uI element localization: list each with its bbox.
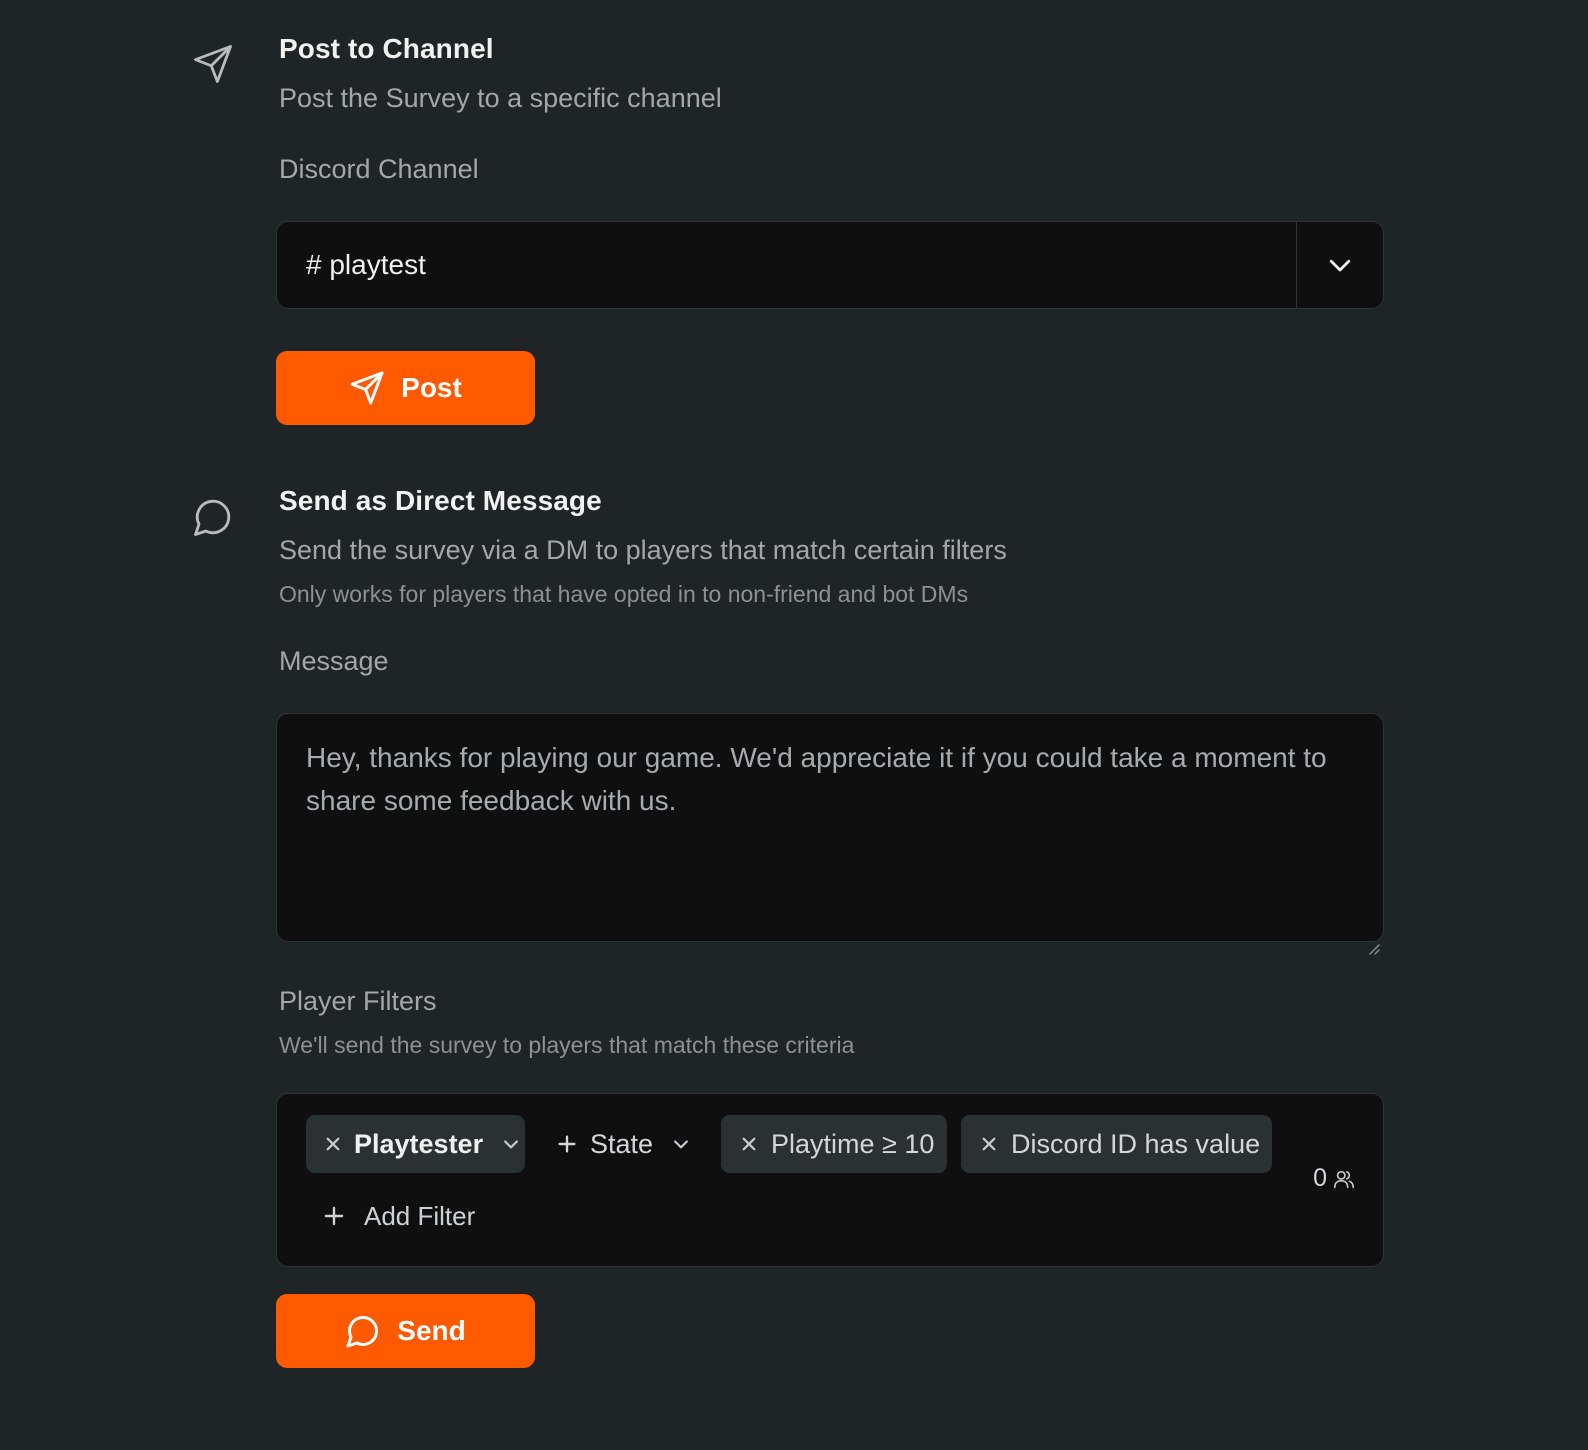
player-filters-box [276,1093,1384,1267]
message-circle-icon [192,496,234,538]
message-text: Hey, thanks for playing our game. We'd appreciate it if you could take a moment to share some feedback with us. [306,742,1327,816]
filter-chip-state[interactable] [541,1115,701,1173]
post-section-description: Post the Survey to a specific channel [279,83,722,113]
filter-chip-discord-id[interactable] [961,1115,1272,1173]
filters-desc-row [279,1032,1401,1059]
plus-icon [556,1133,578,1155]
filters-description: We'll send the survey to players that match these criteria [279,1032,855,1058]
send-icon [192,43,234,85]
chevron-down-icon [1325,250,1355,280]
close-icon[interactable] [740,1135,758,1153]
close-icon[interactable] [324,1135,342,1153]
post-button-label: Post [401,372,462,403]
add-filter-button[interactable] [322,1194,475,1238]
dm-section-desc-row [279,535,1401,566]
channel-label-row [279,154,1401,185]
filter-chip-label: Playtime ≥ 10 [771,1128,935,1159]
close-icon[interactable] [980,1135,998,1153]
chevron-down-icon [501,1134,521,1154]
dm-section-description: Send the survey via a DM to players that match certain filters [279,535,1007,565]
send-icon [349,370,385,406]
filter-chip-playtester[interactable] [306,1115,525,1173]
dm-section-title: Send as Direct Message [279,485,602,516]
filter-chip-label: Discord ID has value [1011,1128,1261,1159]
send-button[interactable] [276,1294,535,1368]
message-label-row [279,646,1401,677]
matching-players-count [1313,1164,1355,1193]
message-label: Message [279,646,389,676]
plus-icon [322,1204,346,1228]
post-section-desc-row [279,83,1401,114]
filters-label: Player Filters [279,986,437,1016]
users-icon [1333,1168,1355,1190]
channel-label: Discord Channel [279,154,479,184]
post-section-header [279,33,1401,65]
post-section-title: Post to Channel [279,33,494,64]
filter-chip-label: State [590,1128,654,1159]
filter-chip-playtime[interactable] [721,1115,947,1173]
filter-chip-label: Playtester [354,1128,484,1159]
count-value: 0 [1313,1164,1327,1192]
chevron-down-icon [671,1134,691,1154]
filters-label-row [279,986,1401,1017]
post-button[interactable] [276,351,535,425]
dm-section-header [279,485,1401,517]
add-filter-label: Add Filter [364,1200,476,1231]
message-circle-icon [345,1313,381,1349]
channel-select-value: # playtest [306,249,426,280]
message-textarea[interactable] [276,713,1384,942]
dm-section-note: Only works for players that have opted in to non-friend and bot DMs [279,581,969,607]
dm-section-note-row [279,581,1401,608]
channel-select-toggle[interactable] [1296,222,1383,308]
channel-select[interactable] [276,221,1384,309]
resize-handle-icon[interactable] [1367,925,1381,939]
send-button-label: Send [397,1315,466,1346]
